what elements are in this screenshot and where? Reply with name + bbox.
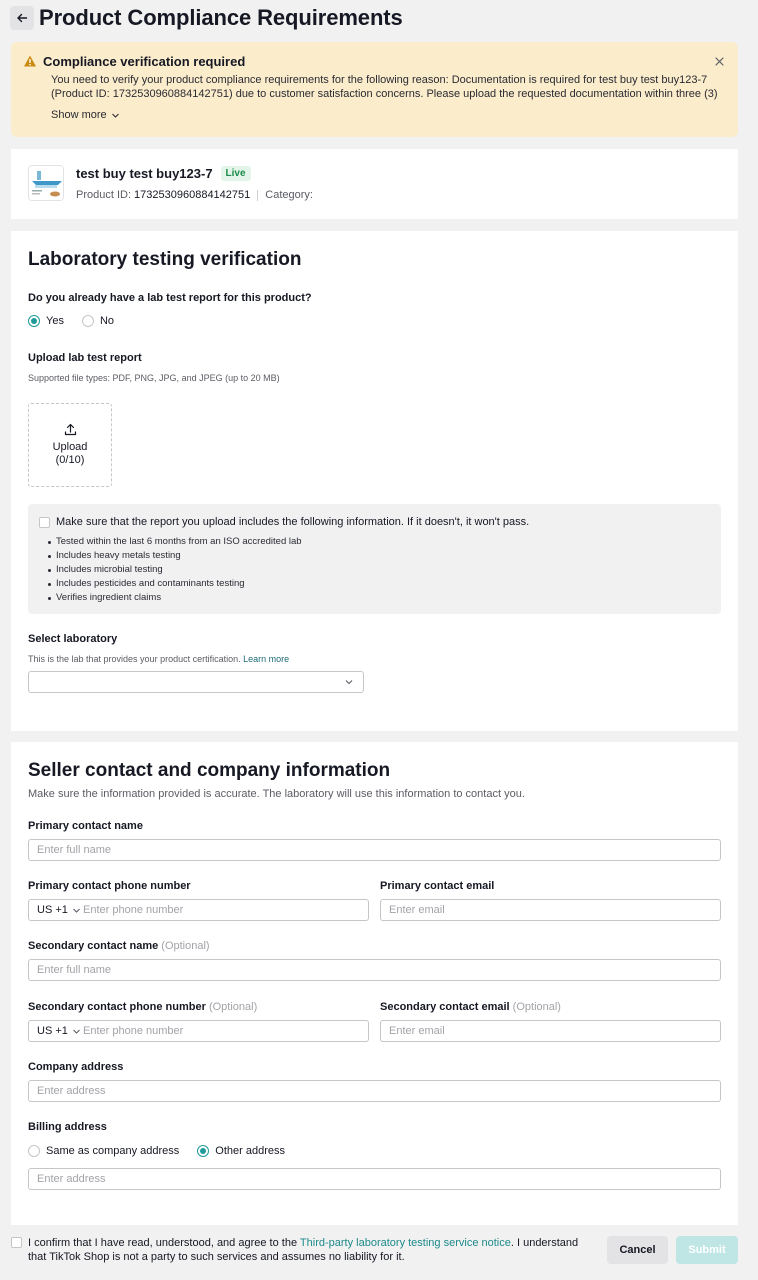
list-item: Includes heavy metals testing xyxy=(56,549,302,563)
primary-name-input[interactable] xyxy=(28,839,721,861)
product-card xyxy=(11,149,738,219)
requirements-checkbox[interactable] xyxy=(39,517,50,528)
seller-contact-card xyxy=(11,742,738,1225)
secondary-phone-label xyxy=(28,1001,257,1013)
optional-tag: (Optional) xyxy=(161,940,210,952)
product-name: test buy test buy123-7 xyxy=(76,166,213,181)
secondary-email-input[interactable] xyxy=(380,1020,721,1042)
category-label: Category: xyxy=(265,189,313,201)
show-more-label: Show more xyxy=(51,109,107,121)
radio-no-label: No xyxy=(99,315,115,327)
lab-testing-card xyxy=(11,231,738,731)
radio-same-label: Same as company address xyxy=(46,1145,180,1157)
radio-same-indicator[interactable] xyxy=(28,1145,40,1157)
requirements-panel xyxy=(28,504,721,614)
banner-close-button[interactable] xyxy=(712,54,726,68)
upload-count: (0/10) xyxy=(55,454,85,466)
status-badge: Live xyxy=(221,166,251,181)
secondary-phone-input[interactable] xyxy=(83,1022,368,1040)
requirements-list xyxy=(56,535,302,605)
submit-button[interactable]: Submit xyxy=(676,1236,738,1264)
radio-no-indicator[interactable] xyxy=(82,315,94,327)
back-button[interactable] xyxy=(10,6,34,30)
lab-report-question: Do you already have a lab test report for this product? xyxy=(28,292,312,304)
secondary-name-label xyxy=(28,940,210,952)
radio-other-indicator[interactable] xyxy=(197,1145,209,1157)
select-lab-hint xyxy=(28,654,289,664)
phone-code-value: US +1 xyxy=(37,1025,68,1037)
compliance-banner xyxy=(11,42,738,137)
radio-yes-label: Yes xyxy=(46,315,64,327)
requirements-confirm-text: Make sure that the report you upload includes the following information. If it doesn't, it won't pass. xyxy=(56,516,530,528)
chevron-down-icon xyxy=(72,906,81,915)
show-more-link[interactable] xyxy=(51,109,726,121)
agreement-text xyxy=(28,1236,591,1264)
lab-section-title: Laboratory testing verification xyxy=(28,249,302,270)
cancel-button[interactable]: Cancel xyxy=(607,1236,668,1264)
secondary-name-input[interactable] xyxy=(28,959,721,981)
arrow-left-icon xyxy=(16,12,28,24)
primary-email-label: Primary contact email xyxy=(380,880,495,892)
upload-label-text: Upload xyxy=(52,441,88,453)
primary-phone-input[interactable] xyxy=(83,901,368,919)
phone-code-value: US +1 xyxy=(37,904,68,916)
chevron-down-icon xyxy=(344,677,354,687)
upload-icon xyxy=(64,423,77,436)
chevron-down-icon xyxy=(111,111,120,120)
secondary-email-label xyxy=(380,1001,561,1013)
product-id-value: 1732530960884142751 xyxy=(134,189,251,201)
optional-tag: (Optional) xyxy=(208,1001,258,1013)
banner-text: You need to verify your product compliance requirements for the following reason: Documentation is required for test buy test buy123-7 (Product ID: 1732530960884142751) due to customer satisfaction concerns. Please upload the requested documentation within three (3) xyxy=(51,74,718,100)
billing-address-label: Billing address xyxy=(28,1121,107,1133)
service-notice-link[interactable]: Third-party laboratory testing service notice xyxy=(299,1237,511,1249)
product-id-label: Product ID: xyxy=(76,189,132,201)
learn-more-link[interactable]: Learn more xyxy=(243,654,290,664)
close-icon xyxy=(715,57,724,66)
upload-button[interactable] xyxy=(28,403,112,487)
radio-other-label: Other address xyxy=(215,1145,285,1157)
primary-name-label: Primary contact name xyxy=(28,820,143,832)
primary-phone-label: Primary contact phone number xyxy=(28,880,191,892)
requirements-confirm[interactable] xyxy=(39,516,529,528)
company-address-label: Company address xyxy=(28,1061,124,1073)
primary-phone-code-select[interactable] xyxy=(29,904,83,916)
upload-label: Upload lab test report xyxy=(28,352,142,364)
laboratory-select[interactable] xyxy=(28,671,364,693)
agreement-text-after: . I understand that TikTok Shop is not a party to such services and assumes no liability for it. xyxy=(28,1237,579,1263)
secondary-email-label-text: Secondary contact email xyxy=(380,1001,510,1013)
warning-icon xyxy=(23,54,37,68)
page-title: Product Compliance Requirements xyxy=(39,5,403,30)
radio-yes-indicator[interactable] xyxy=(28,315,40,327)
secondary-phone-label-text: Secondary contact phone number xyxy=(28,1001,206,1013)
banner-title: Compliance verification required xyxy=(43,53,246,69)
secondary-name-label-text: Secondary contact name xyxy=(28,940,159,952)
list-item: Tested within the last 6 months from an ISO accredited lab xyxy=(56,536,302,547)
agreement-row[interactable] xyxy=(11,1236,591,1264)
company-address-input[interactable] xyxy=(28,1080,721,1102)
optional-tag: (Optional) xyxy=(512,1001,561,1013)
chevron-down-icon xyxy=(72,1027,81,1036)
upload-hint: Supported file types: PDF, PNG, JPG, and JPEG (up to 20 MB) xyxy=(28,373,280,383)
list-item: Includes microbial testing xyxy=(56,563,302,577)
secondary-phone-code-select[interactable] xyxy=(29,1025,83,1037)
billing-radio-group xyxy=(28,1145,303,1157)
lab-report-radio-group xyxy=(28,315,132,327)
radio-yes[interactable] xyxy=(28,315,64,327)
radio-same-as-company[interactable] xyxy=(28,1145,179,1157)
list-item: Verifies ingredient claims xyxy=(56,591,302,605)
primary-phone-field xyxy=(28,899,369,921)
agreement-text-before: I confirm that I have read, understood, and agree to the xyxy=(28,1237,300,1249)
secondary-phone-field xyxy=(28,1020,369,1042)
page-header xyxy=(0,0,758,36)
seller-section-subtitle: Make sure the information provided is accurate. The laboratory will use this information to contact you. xyxy=(28,788,525,800)
product-name-row xyxy=(76,166,251,181)
list-item: Includes pesticides and contaminants testing xyxy=(56,577,302,591)
billing-address-input[interactable] xyxy=(28,1168,721,1190)
agreement-checkbox[interactable] xyxy=(11,1237,22,1248)
seller-section-title: Seller contact and company information xyxy=(28,760,391,781)
select-lab-hint-text: This is the lab that provides your product certification. xyxy=(28,654,241,664)
product-meta xyxy=(76,189,316,201)
meta-divider xyxy=(257,190,258,201)
product-thumbnail xyxy=(28,165,64,201)
radio-no[interactable] xyxy=(82,315,114,327)
select-lab-label: Select laboratory xyxy=(28,633,118,645)
radio-other-address[interactable] xyxy=(197,1145,285,1157)
primary-email-input[interactable] xyxy=(380,899,721,921)
